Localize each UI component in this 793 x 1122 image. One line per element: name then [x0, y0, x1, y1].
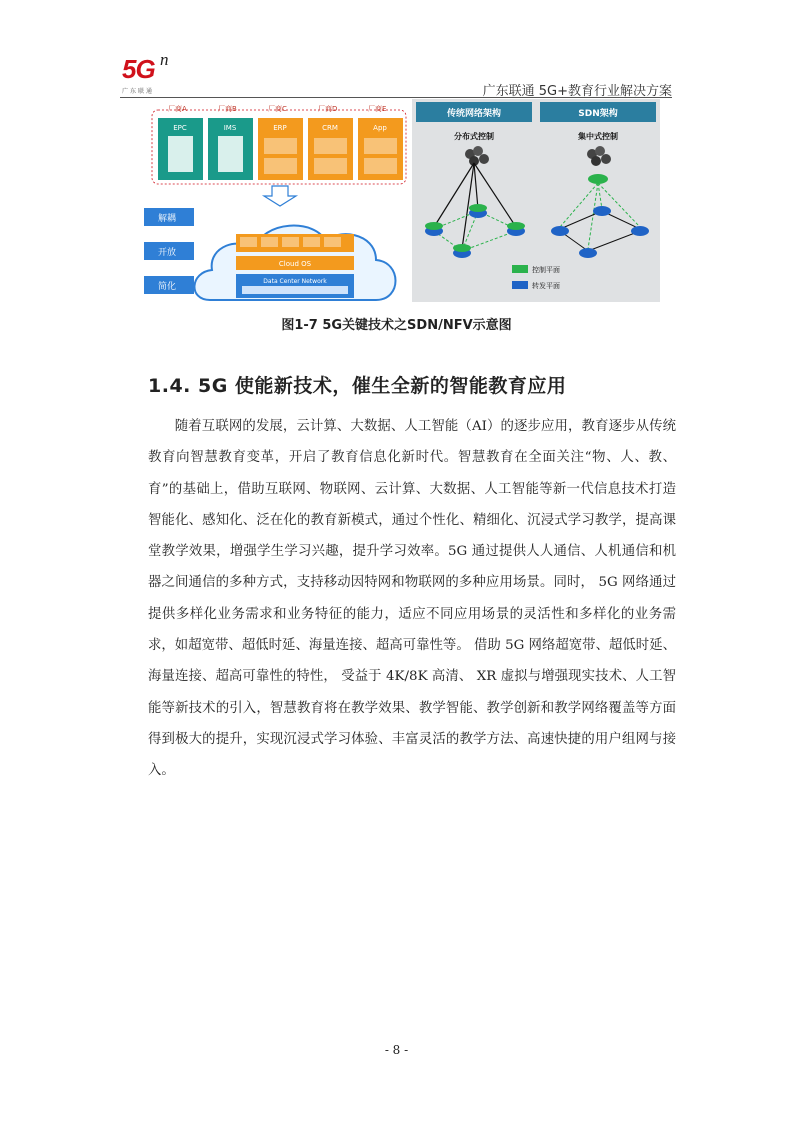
side-label-decouple: 解耦 — [158, 214, 177, 224]
sdn-architecture-title: SDN架构 — [578, 109, 618, 119]
logo-subtitle: 广东联通 — [122, 88, 155, 95]
datacenter-label: Data Center Network — [263, 278, 327, 285]
module-label: IMS — [223, 124, 237, 132]
sdn-comparison-diagram — [412, 99, 660, 302]
down-arrow-icon — [264, 186, 296, 206]
tenant-label: 厂商D — [318, 105, 338, 113]
module-label: CRM — [322, 124, 338, 132]
nfv-diagram — [140, 100, 408, 308]
section-paragraph: 随着互联网的发展，云计算、大数据、人工智能（AI）的逐步应用，教育逐步从传统教育向智慧教育变革，开启了教育信息化新时代。智慧教育在全面关注“物、人、教、育”的基础上，借助互联网、物联网、云计算、大数据、人工智能等新一代信息技术打造智能化、感知化、泛在化的教育新模式，通过个性化、精细化、沉浸式学习教学，提高课堂教学效果，增强学生学习兴趣，提升学习效率。5G 通过提供人人通信、人机通信和机器之间通信的多种方式，支持移动因特网和物联网的多种应用场景。同时， 5G 网络通过提供多样化业务需求和业务特征的能力，适应不同应用场景的灵活性和多样化的业务需求，如超宽带、超低时延、海量连接、超高可靠性等。 借助 5G 网络超宽带、超低时延、海量连接、超高可靠性的特性， 受益于 4K/8K 高清、 XR 虚拟与增强现实技术、人工智能等新技术的引入，智慧教育将在教学效果、教学智能、教学创新和教学网络覆盖等方面得到极大的提升，实现沉浸式学习体验、丰富灵活的教学方法、高速快捷的用户组网与接入。 — [148, 419, 676, 779]
centralized-control-label: 集中式控制 — [578, 132, 618, 141]
tenant-label: 厂商A — [168, 105, 187, 113]
traditional-network-title: 传统网络架构 — [446, 109, 502, 119]
module-label: App — [373, 124, 387, 132]
legend-forward-swatch — [512, 281, 528, 289]
module-epc — [158, 118, 203, 180]
module-erp — [258, 118, 303, 180]
side-label-simplify: 简化 — [158, 282, 177, 292]
tenant-label: 厂商E — [368, 105, 387, 113]
tenant-label: 厂商C — [268, 105, 287, 113]
logo-superscript: n — [160, 50, 169, 69]
logo-text: 5G — [122, 54, 155, 84]
module-label: ERP — [273, 124, 287, 132]
legend-control-swatch — [512, 265, 528, 273]
legend-forward-label: 转发平面 — [532, 282, 560, 290]
legend-control-label: 控制平面 — [532, 266, 560, 274]
distributed-control-label: 分布式控制 — [454, 132, 494, 141]
module-crm — [308, 118, 353, 180]
cloud-os-label: Cloud OS — [278, 260, 312, 268]
document-header-title: 广东联通 5G+教育行业解决方案 — [482, 84, 672, 99]
module-ims — [208, 118, 253, 180]
page-number: - 8 - — [384, 1043, 409, 1057]
figure-caption: 图1-7 5G关键技术之SDN/NFV示意图 — [281, 318, 512, 333]
sdn-controller — [588, 174, 608, 184]
module-label: EPC — [173, 124, 187, 132]
module-app — [358, 118, 403, 180]
unicom-5g-logo — [122, 52, 184, 98]
section-heading: 1.4. 5G 使能新技术，催生全新的智能教育应用 — [148, 375, 567, 397]
header-divider — [120, 97, 672, 98]
side-label-open: 开放 — [158, 248, 177, 258]
tenant-label: 厂商B — [218, 105, 237, 113]
